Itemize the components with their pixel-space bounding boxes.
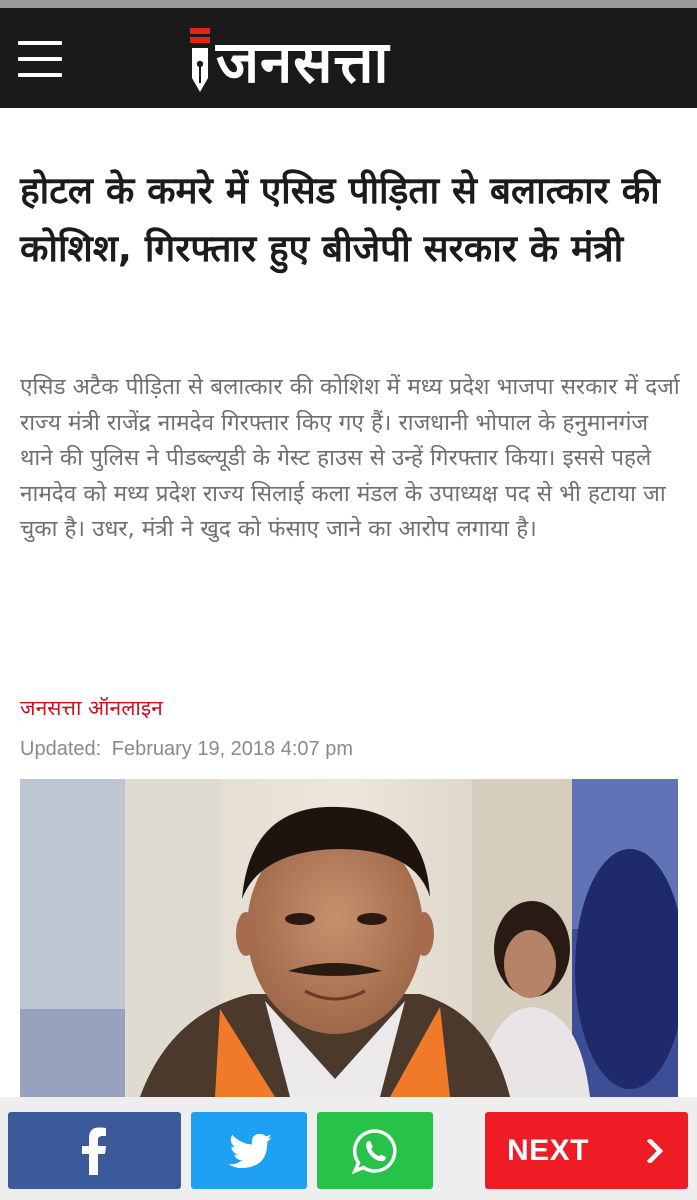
article-photo [20, 779, 678, 1097]
next-article-button[interactable] [485, 1112, 688, 1189]
menu-button[interactable] [18, 41, 64, 79]
site-logo[interactable] [186, 22, 516, 102]
menu-bar-top [18, 41, 62, 45]
updated-timestamp [20, 734, 353, 764]
menu-bar-middle [18, 57, 62, 61]
facebook-icon [81, 1127, 107, 1175]
menu-bar-bottom [18, 73, 62, 77]
whatsapp-icon [351, 1127, 399, 1175]
article-headline: होटल के कमरे में एसिड पीड़िता से बलात्कार की कोशिश, गिरफ्तार हुए बीजेपी सरकार के मंत्री [20, 169, 660, 270]
pen-nib-logo-icon [186, 28, 214, 98]
article-summary: एसिड अटैक पीड़िता से बलात्कार की कोशिश में मध्य प्रदेश भाजपा सरकार में दर्जा राज्य मंत्री राजेंद्र नामदेव गिरफ्तार किए गए हैं। राजधानी भोपाल के हनुमानगंज थाने की पुलिस ने पीडब्ल्यूडी के गेस्ट हाउस से उन्हें गिरफ्तार किया। इससे पहले नामदेव को मध्य प्रदेश राज्य सिलाई कला मंडल के उपाध्यक्ष पद से भी हटाया जा चुका है। उधर, मंत्री ने खुद को फंसाए जाने का आरोप लगाया है। [20, 374, 680, 542]
twitter-icon [228, 1133, 272, 1169]
photo-illustration [20, 779, 678, 1097]
chevron-right-icon [645, 1139, 665, 1163]
site-header [0, 8, 697, 108]
author-link[interactable]: जनसत्ता ऑनलाइन [20, 696, 163, 720]
status-strip [0, 0, 697, 8]
whatsapp-share-button[interactable] [317, 1112, 433, 1189]
logo-wordmark: जनसत्ता [216, 28, 390, 96]
next-label: NEXT [507, 1134, 590, 1167]
share-bar [0, 1097, 697, 1200]
updated-label: Updated: [20, 738, 102, 760]
updated-time: February 19, 2018 4:07 pm [111, 738, 353, 760]
facebook-share-button[interactable] [8, 1112, 181, 1189]
twitter-share-button[interactable] [191, 1112, 307, 1189]
